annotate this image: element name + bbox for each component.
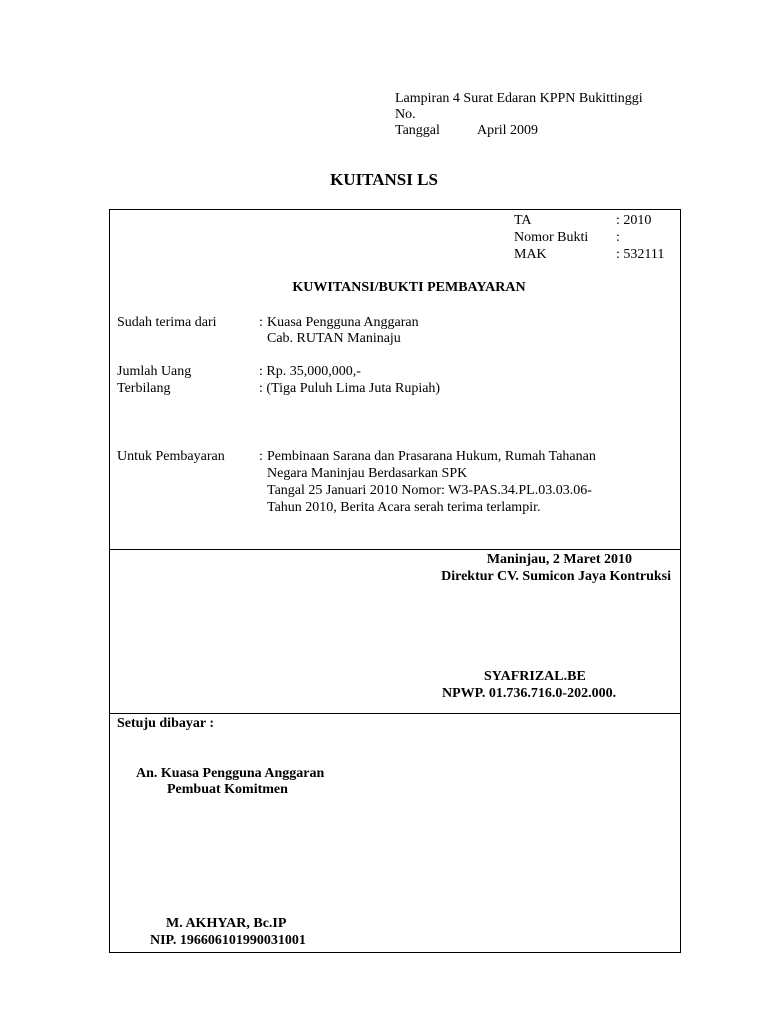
terbilang-value: : (Tiga Puluh Lima Juta Rupiah): [259, 381, 441, 396]
contractor-position: Direktur CV. Sumicon Jaya Kontruksi: [441, 569, 671, 584]
header-line-2: No.: [395, 107, 416, 122]
nomor-bukti-value: :: [616, 230, 620, 245]
approval-label: Setuju dibayar :: [117, 716, 214, 731]
header-line-1: Lampiran 4 Surat Edaran KPPN Bukittinggi: [395, 91, 643, 106]
approval-name: M. AKHYAR, Bc.IP: [166, 916, 287, 931]
ta-label: TA: [514, 213, 532, 228]
ta-value: : 2010: [616, 213, 652, 228]
place-date: Maninjau, 2 Maret 2010: [486, 552, 632, 567]
nomor-bukti-label: Nomor Bukti: [514, 230, 589, 245]
contractor-name: SYAFRIZAL.BE: [484, 669, 586, 684]
contractor-npwp: NPWP. 01.736.716.0-202.000.: [442, 686, 617, 701]
approval-nip: NIP. 196606101990031001: [150, 933, 306, 948]
receipt-subtitle: KUWITANSI/BUKTI PEMBAYARAN: [292, 280, 526, 295]
sudah-terima-colon: :: [259, 315, 263, 330]
header-tanggal-label: Tanggal: [395, 123, 440, 138]
mak-value: : 532111: [616, 247, 665, 262]
sudah-terima-value-2: Cab. RUTAN Maninaju: [267, 331, 401, 346]
approval-line-1: An. Kuasa Pengguna Anggaran: [136, 766, 325, 781]
untuk-pembayaran-label: Untuk Pembayaran: [117, 449, 225, 464]
untuk-pembayaran-colon: :: [259, 449, 263, 464]
jumlah-uang-label: Jumlah Uang: [117, 364, 192, 379]
sudah-terima-value-1: Kuasa Pengguna Anggaran: [267, 315, 419, 330]
jumlah-uang-value: : Rp. 35,000,000,-: [259, 364, 361, 379]
sudah-terima-label: Sudah terima dari: [117, 315, 217, 330]
mak-label: MAK: [514, 247, 547, 262]
untuk-pembayaran-value-1: Pembinaan Sarana dan Prasarana Hukum, Rumah Tahanan: [267, 449, 596, 464]
untuk-pembayaran-value-2: Negara Maninjau Berdasarkan SPK: [267, 466, 468, 481]
untuk-pembayaran-value-4: Tahun 2010, Berita Acara serah terima terlampir.: [267, 500, 541, 515]
header-tanggal-value: April 2009: [477, 123, 539, 138]
terbilang-label: Terbilang: [117, 381, 171, 396]
approval-line-2: Pembuat Komitmen: [167, 782, 288, 797]
document-title: KUITANSI LS: [330, 170, 438, 189]
untuk-pembayaran-value-3: Tangal 25 Januari 2010 Nomor: W3-PAS.34.PL.03.03.06-: [267, 483, 592, 498]
